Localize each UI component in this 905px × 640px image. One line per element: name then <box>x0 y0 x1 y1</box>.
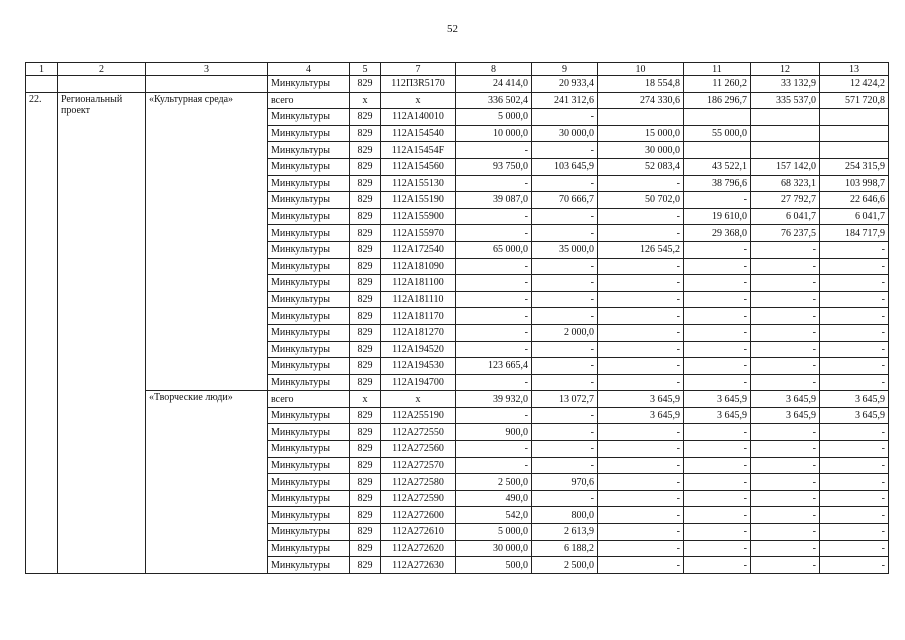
table-cell: 43 522,1 <box>684 158 751 175</box>
table-cell: 829 <box>350 407 381 424</box>
table-cell: - <box>598 457 684 474</box>
table-cell: - <box>598 258 684 275</box>
table-cell: 20 933,4 <box>532 76 598 93</box>
header-cell: 4 <box>268 63 350 76</box>
table-cell <box>820 125 889 142</box>
table-cell: 22 646,6 <box>820 192 889 209</box>
table-cell: 112А272600 <box>381 507 456 524</box>
table-cell: - <box>820 358 889 375</box>
table-cell: 829 <box>350 358 381 375</box>
table-cell: 829 <box>350 76 381 93</box>
table-cell: Минкультуры <box>268 358 350 375</box>
table-cell: 15 000,0 <box>598 125 684 142</box>
budget-table <box>25 62 889 574</box>
table-cell: 112А272590 <box>381 490 456 507</box>
table-cell: 829 <box>350 341 381 358</box>
table-cell: 829 <box>350 441 381 458</box>
table-cell: 3 645,9 <box>684 407 751 424</box>
table-cell: 829 <box>350 291 381 308</box>
table-cell: 829 <box>350 175 381 192</box>
table-cell: 2 500,0 <box>532 557 598 574</box>
table-cell: - <box>684 374 751 391</box>
table-cell: - <box>751 374 820 391</box>
table-cell: 6 188,2 <box>532 540 598 557</box>
table-cell: 571 720,8 <box>820 92 889 109</box>
table-cell: 103 645,9 <box>532 158 598 175</box>
table-cell: - <box>751 341 820 358</box>
table-cell: 2 500,0 <box>456 474 532 491</box>
table-cell: - <box>751 291 820 308</box>
table-cell: Минкультуры <box>268 241 350 258</box>
table-cell: - <box>820 241 889 258</box>
table-cell: 112А172540 <box>381 241 456 258</box>
table-cell: - <box>532 457 598 474</box>
table-cell: - <box>684 441 751 458</box>
table-cell: 5 000,0 <box>456 524 532 541</box>
table-cell: 93 750,0 <box>456 158 532 175</box>
table-cell: 112А155900 <box>381 208 456 225</box>
header-cell: 8 <box>456 63 532 76</box>
table-cell: - <box>751 241 820 258</box>
table-cell: 3 645,9 <box>820 391 889 408</box>
table-cell: 829 <box>350 158 381 175</box>
table-cell: - <box>684 275 751 292</box>
table-cell: 112А155130 <box>381 175 456 192</box>
table-cell: 829 <box>350 308 381 325</box>
table-cell: - <box>532 225 598 242</box>
table-cell: - <box>598 490 684 507</box>
table-cell: 829 <box>350 241 381 258</box>
table-cell: 18 554,8 <box>598 76 684 93</box>
table-cell: 112А155970 <box>381 225 456 242</box>
table-cell: - <box>684 457 751 474</box>
table-cell: - <box>532 441 598 458</box>
table-cell: 112А181270 <box>381 324 456 341</box>
table-cell: - <box>456 225 532 242</box>
table-cell: - <box>598 208 684 225</box>
table-cell: - <box>751 424 820 441</box>
table-cell: Минкультуры <box>268 407 350 424</box>
table-cell: - <box>684 341 751 358</box>
table-cell: 900,0 <box>456 424 532 441</box>
table-cell: Минкультуры <box>268 275 350 292</box>
table-cell: 829 <box>350 225 381 242</box>
table-cell: 76 237,5 <box>751 225 820 242</box>
table-cell: 829 <box>350 474 381 491</box>
table-cell: 10 000,0 <box>456 125 532 142</box>
table-cell: 29 368,0 <box>684 225 751 242</box>
table-cell: - <box>456 341 532 358</box>
table-cell: х <box>350 391 381 408</box>
table-cell: - <box>598 524 684 541</box>
table-cell <box>684 109 751 126</box>
table-cell: - <box>598 374 684 391</box>
table-cell: 829 <box>350 374 381 391</box>
table-cell: - <box>684 192 751 209</box>
table-cell: 241 312,6 <box>532 92 598 109</box>
table-cell: 829 <box>350 540 381 557</box>
table-cell: Минкультуры <box>268 208 350 225</box>
table-cell: 3 645,9 <box>684 391 751 408</box>
table-cell: Минкультуры <box>268 441 350 458</box>
table-cell: - <box>751 507 820 524</box>
table-cell: 126 545,2 <box>598 241 684 258</box>
table-cell <box>598 109 684 126</box>
table-cell: - <box>751 524 820 541</box>
table-cell: 3 645,9 <box>820 407 889 424</box>
project-label: Региональный проект <box>58 92 146 573</box>
table-cell: Минкультуры <box>268 142 350 159</box>
table-cell: 112А181090 <box>381 258 456 275</box>
table-cell <box>751 125 820 142</box>
table-cell: Минкультуры <box>268 341 350 358</box>
table-cell: Минкультуры <box>268 291 350 308</box>
table-cell: 6 041,7 <box>751 208 820 225</box>
table-cell: - <box>684 258 751 275</box>
table-cell: 112А255190 <box>381 407 456 424</box>
table-cell: 112А155190 <box>381 192 456 209</box>
table-cell: 11 260,2 <box>684 76 751 93</box>
blank-cell <box>26 76 58 93</box>
table-cell: 27 792,7 <box>751 192 820 209</box>
table-cell: 6 041,7 <box>820 208 889 225</box>
table-cell: - <box>820 474 889 491</box>
table-row <box>26 92 889 109</box>
table-cell: - <box>532 424 598 441</box>
table-cell: - <box>532 374 598 391</box>
table-cell <box>820 142 889 159</box>
table-cell: 3 645,9 <box>598 391 684 408</box>
table-cell: Минкультуры <box>268 109 350 126</box>
table-cell: 50 702,0 <box>598 192 684 209</box>
table-cell: - <box>820 308 889 325</box>
table-cell: 112А194520 <box>381 341 456 358</box>
table-cell: 112А272580 <box>381 474 456 491</box>
table-cell: 112А194700 <box>381 374 456 391</box>
table-cell: - <box>751 358 820 375</box>
table-cell: - <box>598 441 684 458</box>
table-cell: 829 <box>350 557 381 574</box>
table-cell: 829 <box>350 192 381 209</box>
table-cell: - <box>598 507 684 524</box>
table-cell: - <box>456 407 532 424</box>
table-cell: - <box>532 142 598 159</box>
table-cell: - <box>598 225 684 242</box>
table-cell: 3 645,9 <box>751 391 820 408</box>
table-cell: 112А140010 <box>381 109 456 126</box>
table-cell: - <box>820 441 889 458</box>
table-cell: Минкультуры <box>268 490 350 507</box>
table-cell: - <box>456 175 532 192</box>
table-cell: - <box>532 175 598 192</box>
header-cell: 7 <box>381 63 456 76</box>
table-cell: - <box>684 557 751 574</box>
table-cell: - <box>456 208 532 225</box>
table-cell: - <box>684 474 751 491</box>
header-cell: 11 <box>684 63 751 76</box>
table-cell: 24 414,0 <box>456 76 532 93</box>
table-cell: 33 132,9 <box>751 76 820 93</box>
table-cell: - <box>684 358 751 375</box>
table-cell: - <box>684 424 751 441</box>
table-cell: - <box>598 341 684 358</box>
header-cell: 2 <box>58 63 146 76</box>
table-cell: Минкультуры <box>268 175 350 192</box>
table-cell: - <box>751 474 820 491</box>
table-cell: х <box>381 391 456 408</box>
table-cell: - <box>598 324 684 341</box>
table-cell: - <box>456 324 532 341</box>
table-cell: Минкультуры <box>268 76 350 93</box>
table-cell: - <box>820 524 889 541</box>
table-cell: - <box>532 275 598 292</box>
table-cell: 70 666,7 <box>532 192 598 209</box>
table-cell: - <box>820 324 889 341</box>
table-cell: 112А181110 <box>381 291 456 308</box>
table-cell: - <box>820 540 889 557</box>
table-cell: - <box>532 208 598 225</box>
table-cell: 829 <box>350 125 381 142</box>
table-cell: Минкультуры <box>268 308 350 325</box>
table-cell: - <box>751 457 820 474</box>
table-cell: 112А181170 <box>381 308 456 325</box>
table-cell: 800,0 <box>532 507 598 524</box>
table-cell: 829 <box>350 424 381 441</box>
table-cell: 542,0 <box>456 507 532 524</box>
table-cell: - <box>532 341 598 358</box>
table-cell: - <box>532 407 598 424</box>
table-row <box>26 391 889 408</box>
table-cell: 13 072,7 <box>532 391 598 408</box>
table-cell: 2 613,9 <box>532 524 598 541</box>
table-cell: 35 000,0 <box>532 241 598 258</box>
table-cell: 829 <box>350 324 381 341</box>
table-cell: 829 <box>350 490 381 507</box>
table-cell: - <box>751 557 820 574</box>
table-cell: всего <box>268 391 350 408</box>
table-cell: - <box>751 324 820 341</box>
table-cell: - <box>532 109 598 126</box>
table-cell: Минкультуры <box>268 507 350 524</box>
table-cell: Минкультуры <box>268 158 350 175</box>
table-cell: - <box>820 275 889 292</box>
table-cell: 123 665,4 <box>456 358 532 375</box>
table-cell: 335 537,0 <box>751 92 820 109</box>
table-cell: 829 <box>350 507 381 524</box>
table-cell: 829 <box>350 258 381 275</box>
table-cell: - <box>532 308 598 325</box>
table-cell: - <box>456 308 532 325</box>
header-cell: 1 <box>26 63 58 76</box>
table-cell: - <box>598 175 684 192</box>
table-cell: 30 000,0 <box>456 540 532 557</box>
table-row <box>26 76 889 93</box>
table-cell: - <box>532 291 598 308</box>
table-cell: 112А272550 <box>381 424 456 441</box>
table-cell: 103 998,7 <box>820 175 889 192</box>
table-cell <box>684 142 751 159</box>
table-cell: 112А272570 <box>381 457 456 474</box>
table-cell: - <box>598 557 684 574</box>
table-cell: 336 502,4 <box>456 92 532 109</box>
table-cell: - <box>532 358 598 375</box>
table-cell: 30 000,0 <box>598 142 684 159</box>
table-cell: 157 142,0 <box>751 158 820 175</box>
table-cell: 12 424,2 <box>820 76 889 93</box>
table-cell: 112А194530 <box>381 358 456 375</box>
table-cell: - <box>598 358 684 375</box>
table-cell: Минкультуры <box>268 324 350 341</box>
table-cell: - <box>532 490 598 507</box>
table-cell: - <box>456 441 532 458</box>
table-cell: - <box>820 258 889 275</box>
row-number: 22. <box>26 92 58 573</box>
table-cell: - <box>456 275 532 292</box>
table-cell: 829 <box>350 142 381 159</box>
header-cell: 3 <box>146 63 268 76</box>
table-cell: - <box>684 291 751 308</box>
table-cell: 274 330,6 <box>598 92 684 109</box>
group-name: «Творческие люди» <box>146 391 268 574</box>
table-cell: 39 087,0 <box>456 192 532 209</box>
table-cell: 38 796,6 <box>684 175 751 192</box>
table-cell: 5 000,0 <box>456 109 532 126</box>
table-cell: - <box>598 275 684 292</box>
table-cell: 68 323,1 <box>751 175 820 192</box>
table-cell: 112А154540 <box>381 125 456 142</box>
table-cell: - <box>751 540 820 557</box>
table-cell: 112П3R5170 <box>381 76 456 93</box>
header-cell: 9 <box>532 63 598 76</box>
table-cell: - <box>751 275 820 292</box>
table-cell: - <box>820 341 889 358</box>
table-cell: - <box>751 258 820 275</box>
table-cell <box>751 109 820 126</box>
table-cell: - <box>820 291 889 308</box>
table-cell: 52 083,4 <box>598 158 684 175</box>
table-cell: Минкультуры <box>268 125 350 142</box>
table-cell: 500,0 <box>456 557 532 574</box>
table-cell: 55 000,0 <box>684 125 751 142</box>
table-cell: - <box>684 490 751 507</box>
table-cell: - <box>751 441 820 458</box>
table-cell: х <box>350 92 381 109</box>
table-cell: 112А272560 <box>381 441 456 458</box>
table-cell: х <box>381 92 456 109</box>
page-number: 52 <box>447 23 458 35</box>
table-cell: 112А272620 <box>381 540 456 557</box>
table-cell: 2 000,0 <box>532 324 598 341</box>
table-cell: 112А272610 <box>381 524 456 541</box>
table-cell: 829 <box>350 109 381 126</box>
header-cell: 5 <box>350 63 381 76</box>
table-cell: - <box>684 308 751 325</box>
table-cell: - <box>456 457 532 474</box>
table-cell: - <box>684 507 751 524</box>
table-cell: - <box>456 258 532 275</box>
header-cell: 13 <box>820 63 889 76</box>
table-cell: - <box>598 474 684 491</box>
table-cell: Минкультуры <box>268 424 350 441</box>
table-cell: Минкультуры <box>268 457 350 474</box>
table-cell: - <box>820 424 889 441</box>
blank-cell <box>58 76 146 93</box>
table-cell: - <box>820 457 889 474</box>
table-cell: 829 <box>350 275 381 292</box>
table-cell: 186 296,7 <box>684 92 751 109</box>
table-cell: 39 932,0 <box>456 391 532 408</box>
header-row <box>26 63 889 76</box>
table-cell: 254 315,9 <box>820 158 889 175</box>
table-cell: Минкультуры <box>268 540 350 557</box>
table-cell: Минкультуры <box>268 374 350 391</box>
table-cell: 970,6 <box>532 474 598 491</box>
table-cell: 112А15454F <box>381 142 456 159</box>
table-cell: - <box>532 258 598 275</box>
table-cell: Минкультуры <box>268 474 350 491</box>
table-cell: - <box>820 374 889 391</box>
table-cell: - <box>751 308 820 325</box>
table-cell: - <box>684 324 751 341</box>
table-cell: - <box>598 540 684 557</box>
group-name: «Культурная среда» <box>146 92 268 391</box>
table-cell: 829 <box>350 208 381 225</box>
table-cell: - <box>684 524 751 541</box>
table-cell: - <box>598 424 684 441</box>
table-cell <box>751 142 820 159</box>
table-cell: - <box>456 291 532 308</box>
table-cell: 65 000,0 <box>456 241 532 258</box>
table-cell: 19 610,0 <box>684 208 751 225</box>
table-cell: 112А181100 <box>381 275 456 292</box>
table-cell: 829 <box>350 524 381 541</box>
table-cell: Минкультуры <box>268 557 350 574</box>
table-cell: - <box>456 374 532 391</box>
table-cell: Минкультуры <box>268 192 350 209</box>
table-cell: - <box>684 241 751 258</box>
table-cell: 30 000,0 <box>532 125 598 142</box>
table-cell: всего <box>268 92 350 109</box>
table-cell: Минкультуры <box>268 258 350 275</box>
table-cell: - <box>820 507 889 524</box>
table-cell: - <box>456 142 532 159</box>
table-cell: Минкультуры <box>268 524 350 541</box>
table-cell <box>820 109 889 126</box>
table-cell: 490,0 <box>456 490 532 507</box>
blank-cell <box>146 76 268 93</box>
header-cell: 12 <box>751 63 820 76</box>
table-cell: - <box>598 308 684 325</box>
header-cell: 10 <box>598 63 684 76</box>
table-cell: 112А272630 <box>381 557 456 574</box>
table-cell: - <box>820 557 889 574</box>
table-cell: 829 <box>350 457 381 474</box>
table-cell: 3 645,9 <box>598 407 684 424</box>
table-cell: 112А154560 <box>381 158 456 175</box>
table-cell: - <box>598 291 684 308</box>
table-cell: - <box>820 490 889 507</box>
table-cell: 3 645,9 <box>751 407 820 424</box>
table-cell: Минкультуры <box>268 225 350 242</box>
table-cell: - <box>751 490 820 507</box>
table-cell: - <box>684 540 751 557</box>
table-cell: 184 717,9 <box>820 225 889 242</box>
